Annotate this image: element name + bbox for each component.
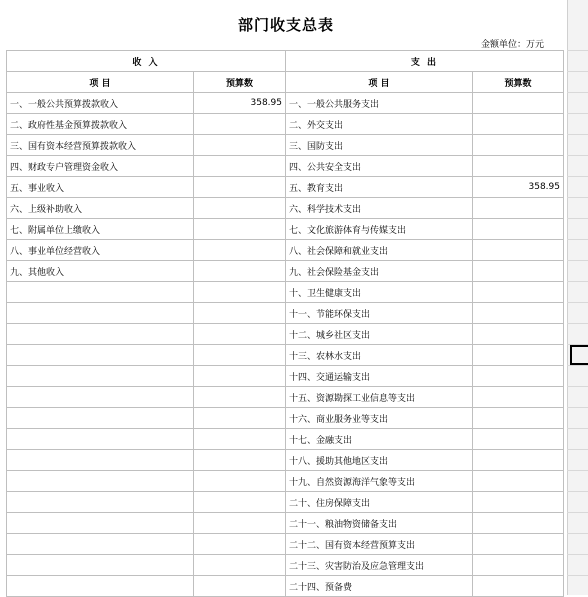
- income-item-cell[interactable]: [7, 534, 194, 555]
- margin-gridline: [567, 71, 588, 72]
- expense-amount-cell[interactable]: [473, 534, 564, 555]
- table-row: [7, 135, 564, 156]
- expense-amount-cell[interactable]: [473, 261, 564, 282]
- income-item-header: 项 目: [7, 72, 194, 93]
- expense-amount-cell[interactable]: [473, 576, 564, 597]
- margin-gridline: [567, 323, 588, 324]
- income-item-cell[interactable]: [7, 345, 194, 366]
- table-row: [7, 156, 564, 177]
- budget-table: [6, 50, 564, 597]
- expense-amount-cell[interactable]: [473, 492, 564, 513]
- page-title: 部门收支总表: [237, 16, 334, 34]
- income-group-header: 收 入: [7, 51, 286, 72]
- margin-gridline: [567, 554, 588, 555]
- expense-amount-cell[interactable]: [473, 324, 564, 345]
- income-amount-cell[interactable]: [194, 492, 286, 513]
- margin-gridline: [567, 155, 588, 156]
- expense-item-cell[interactable]: 三、国防支出: [286, 135, 473, 156]
- margin-gridline: [567, 239, 588, 240]
- income-amount-cell[interactable]: [194, 156, 286, 177]
- expense-amount-cell[interactable]: [473, 219, 564, 240]
- income-amount-cell[interactable]: [194, 513, 286, 534]
- expense-amount-cell[interactable]: [473, 93, 564, 114]
- group-header-row: [7, 51, 564, 72]
- income-amount-cell[interactable]: 358.95: [194, 93, 286, 114]
- income-item-cell[interactable]: 七、附属单位上缴收入: [7, 219, 194, 240]
- unit-label: 金额单位：万元: [480, 40, 544, 50]
- table-row: [7, 219, 564, 240]
- expense-item-cell[interactable]: 十、卫生健康支出: [286, 282, 473, 303]
- income-item-cell[interactable]: 八、事业单位经营收入: [7, 240, 194, 261]
- income-amount-cell[interactable]: [194, 429, 286, 450]
- margin-gridline: [567, 176, 588, 177]
- income-amount-cell[interactable]: [194, 408, 286, 429]
- margin-gridline: [567, 428, 588, 429]
- income-amount-cell[interactable]: [194, 366, 286, 387]
- table-row: [7, 198, 564, 219]
- income-amount-cell[interactable]: [194, 555, 286, 576]
- income-item-cell[interactable]: [7, 324, 194, 345]
- expense-item-cell[interactable]: 二、外交支出: [286, 114, 473, 135]
- expense-item-cell[interactable]: 十二、城乡社区支出: [286, 324, 473, 345]
- expense-item-header: 项 目: [286, 72, 473, 93]
- expense-item-cell[interactable]: 十四、交通运输支出: [286, 366, 473, 387]
- expense-amount-cell[interactable]: [473, 429, 564, 450]
- table-row: [7, 429, 564, 450]
- table-row: [7, 324, 564, 345]
- income-item-cell[interactable]: [7, 492, 194, 513]
- income-amount-cell[interactable]: [194, 324, 286, 345]
- expense-amount-cell[interactable]: [473, 387, 564, 408]
- income-item-cell[interactable]: 三、国有资本经营预算拨款收入: [7, 135, 194, 156]
- income-item-cell[interactable]: [7, 387, 194, 408]
- income-item-cell[interactable]: 九、其他收入: [7, 261, 194, 282]
- expense-item-cell[interactable]: 二十三、灾害防治及应急管理支出: [286, 555, 473, 576]
- income-amount-cell[interactable]: [194, 282, 286, 303]
- margin-gridline: [567, 218, 588, 219]
- sheet-right-margin: [567, 0, 588, 595]
- expense-amount-cell[interactable]: [473, 345, 564, 366]
- expense-item-cell[interactable]: 二十四、预备费: [286, 576, 473, 597]
- income-item-cell[interactable]: 一、一般公共预算拨款收入: [7, 93, 194, 114]
- table-row: [7, 366, 564, 387]
- income-item-cell[interactable]: 六、上级补助收入: [7, 198, 194, 219]
- income-item-cell[interactable]: [7, 429, 194, 450]
- expense-item-cell[interactable]: 十六、商业服务业等支出: [286, 408, 473, 429]
- expense-amount-cell[interactable]: [473, 240, 564, 261]
- margin-gridline: [567, 512, 588, 513]
- income-amount-cell[interactable]: [194, 450, 286, 471]
- expense-amount-cell[interactable]: 358.95: [473, 177, 564, 198]
- expense-budget-header: 预算数: [473, 72, 564, 93]
- expense-amount-cell[interactable]: [473, 408, 564, 429]
- income-item-cell[interactable]: [7, 513, 194, 534]
- expense-group-header: 支 出: [286, 51, 564, 72]
- expense-item-cell[interactable]: 二十一、粮油物资储备支出: [286, 513, 473, 534]
- income-amount-cell[interactable]: [194, 534, 286, 555]
- income-item-cell[interactable]: 二、政府性基金预算拨款收入: [7, 114, 194, 135]
- income-item-cell[interactable]: [7, 366, 194, 387]
- income-amount-cell[interactable]: [194, 135, 286, 156]
- table-row: [7, 555, 564, 576]
- income-amount-cell[interactable]: [194, 303, 286, 324]
- expense-amount-cell[interactable]: [473, 450, 564, 471]
- expense-amount-cell[interactable]: [473, 471, 564, 492]
- table-row: [7, 345, 564, 366]
- expense-item-cell[interactable]: 九、社会保险基金支出: [286, 261, 473, 282]
- table-row: [7, 303, 564, 324]
- expense-item-cell[interactable]: 十一、节能环保支出: [286, 303, 473, 324]
- expense-item-cell[interactable]: 二十、住房保障支出: [286, 492, 473, 513]
- margin-gridline: [567, 134, 588, 135]
- expense-amount-cell[interactable]: [473, 135, 564, 156]
- expense-amount-cell[interactable]: [473, 555, 564, 576]
- margin-gridline: [567, 302, 588, 303]
- income-amount-cell[interactable]: [194, 576, 286, 597]
- expense-item-cell[interactable]: 四、公共安全支出: [286, 156, 473, 177]
- column-header-row: [7, 72, 564, 93]
- income-item-cell[interactable]: [7, 576, 194, 597]
- margin-gridline: [567, 113, 588, 114]
- table-row: [7, 387, 564, 408]
- margin-gridline: [567, 533, 588, 534]
- margin-gridline: [567, 365, 588, 366]
- expense-item-cell[interactable]: 七、文化旅游体育与传媒支出: [286, 219, 473, 240]
- table-row: [7, 177, 564, 198]
- income-amount-cell[interactable]: [194, 219, 286, 240]
- income-item-cell[interactable]: [7, 282, 194, 303]
- income-amount-cell[interactable]: [194, 345, 286, 366]
- income-amount-cell[interactable]: [194, 114, 286, 135]
- income-amount-cell[interactable]: [194, 177, 286, 198]
- table-row: [7, 93, 564, 114]
- table-row: [7, 282, 564, 303]
- income-item-cell[interactable]: [7, 408, 194, 429]
- expense-item-cell[interactable]: 十八、援助其他地区支出: [286, 450, 473, 471]
- margin-gridline: [567, 575, 588, 576]
- expense-amount-cell[interactable]: [473, 198, 564, 219]
- margin-gridline: [567, 491, 588, 492]
- income-amount-cell[interactable]: [194, 471, 286, 492]
- income-amount-cell[interactable]: [194, 261, 286, 282]
- expense-item-cell[interactable]: 六、科学技术支出: [286, 198, 473, 219]
- table-row: [7, 534, 564, 555]
- income-item-cell[interactable]: [7, 303, 194, 324]
- margin-gridline: [567, 50, 588, 51]
- expense-amount-cell[interactable]: [473, 303, 564, 324]
- table-row: [7, 240, 564, 261]
- expense-item-cell[interactable]: 二十二、国有资本经营预算支出: [286, 534, 473, 555]
- table-row: [7, 261, 564, 282]
- table-row: [7, 492, 564, 513]
- income-item-cell[interactable]: 四、财政专户管理资金收入: [7, 156, 194, 177]
- margin-gridline: [567, 386, 588, 387]
- margin-gridline: [567, 197, 588, 198]
- selected-cell-cursor[interactable]: [570, 345, 588, 365]
- expense-amount-cell[interactable]: [473, 114, 564, 135]
- income-item-cell[interactable]: [7, 471, 194, 492]
- table-row: [7, 450, 564, 471]
- expense-item-cell[interactable]: 八、社会保障和就业支出: [286, 240, 473, 261]
- expense-item-cell[interactable]: 十七、金融支出: [286, 429, 473, 450]
- table-row: [7, 576, 564, 597]
- income-item-cell[interactable]: [7, 450, 194, 471]
- expense-item-cell[interactable]: 五、教育支出: [286, 177, 473, 198]
- income-item-cell[interactable]: [7, 555, 194, 576]
- income-budget-header: 预算数: [194, 72, 286, 93]
- expense-item-cell[interactable]: 一、一般公共服务支出: [286, 93, 473, 114]
- expense-item-cell[interactable]: 十九、自然资源海洋气象等支出: [286, 471, 473, 492]
- income-item-cell[interactable]: 五、事业收入: [7, 177, 194, 198]
- income-amount-cell[interactable]: [194, 198, 286, 219]
- table-row: [7, 114, 564, 135]
- table-row: [7, 408, 564, 429]
- expense-item-cell[interactable]: 十五、资源勘探工业信息等支出: [286, 387, 473, 408]
- margin-gridline: [567, 281, 588, 282]
- expense-amount-cell[interactable]: [473, 282, 564, 303]
- table-row: [7, 471, 564, 492]
- margin-gridline: [567, 260, 588, 261]
- margin-gridline: [567, 92, 588, 93]
- margin-gridline: [567, 470, 588, 471]
- table-row: [7, 513, 564, 534]
- expense-item-cell[interactable]: 十三、农林水支出: [286, 345, 473, 366]
- margin-gridline: [567, 407, 588, 408]
- expense-amount-cell[interactable]: [473, 156, 564, 177]
- margin-gridline: [567, 449, 588, 450]
- income-amount-cell[interactable]: [194, 240, 286, 261]
- income-amount-cell[interactable]: [194, 387, 286, 408]
- expense-amount-cell[interactable]: [473, 513, 564, 534]
- expense-amount-cell[interactable]: [473, 366, 564, 387]
